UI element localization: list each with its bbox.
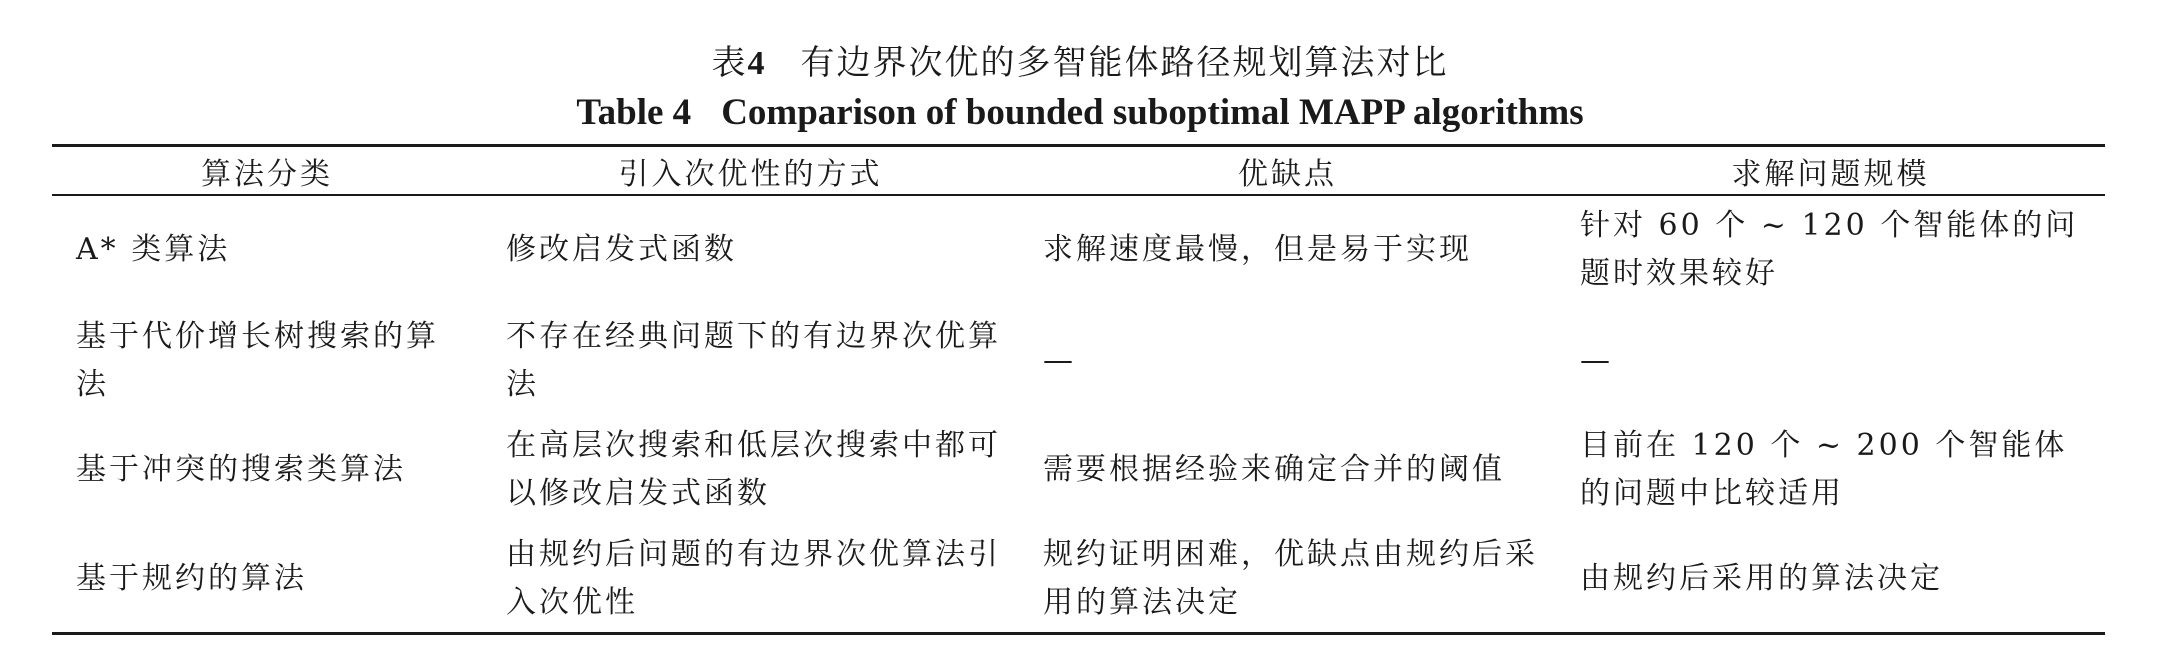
cell-suboptimality: 修改启发式函数 [506,232,737,267]
header-suboptimality: 引入次优性的方式 [618,156,883,192]
cell-pros-cons: 需要根据经验来确定合并的阈值 [1043,451,1505,487]
cell-scale: 针对 60 个 ~ 120 个智能体的问题时效果较好 [1580,208,2079,291]
table-caption-chinese [0,38,2160,89]
cell-pros-cons: 求解速度最慢，但是易于实现 [1043,232,1472,267]
cell-pros-cons: — [1043,342,1076,378]
table-row [52,415,2105,524]
table-row [52,306,2105,415]
cell-scale: — [1580,342,1613,378]
table-row [52,194,2105,306]
cell-suboptimality: 在高层次搜索和低层次搜索中都可以修改启发式函数 [506,427,1001,511]
header-row [52,147,2105,194]
caption-en-label: Table 4 [576,92,692,133]
table-row [52,524,2105,633]
header-category: 算法分类 [201,156,333,192]
comparison-table [52,147,2105,633]
cell-category: 基于代价增长树搜索的算法 [76,318,439,402]
cell-suboptimality: 由规约后问题的有边界次优算法引入次优性 [506,536,1001,620]
cell-category: 基于冲突的搜索类算法 [76,451,406,487]
cell-suboptimality: 不存在经典问题下的有边界次优算法 [506,318,1001,402]
caption-en-title: Comparison of bounded suboptimal MAPP algorithms [721,92,1584,133]
cell-pros-cons: 规约证明困难，优缺点由规约后采用的算法决定 [1043,536,1538,620]
cell-category: 基于规约的算法 [76,560,307,596]
header-pros-cons: 优缺点 [1238,156,1337,192]
caption-number: 4 [747,45,767,82]
table-caption-english [0,88,2160,138]
cell-scale: 由规约后采用的算法决定 [1580,560,1943,596]
caption-label: 表 [711,43,748,83]
cell-scale: 目前在 120 个 ~ 200 个智能体的问题中比较适用 [1580,427,2068,511]
header-scale: 求解问题规模 [1731,156,1930,192]
caption-title: 有边界次优的多智能体路径规划算法对比 [800,43,1449,83]
cell-category: A* 类算法 [76,232,231,267]
